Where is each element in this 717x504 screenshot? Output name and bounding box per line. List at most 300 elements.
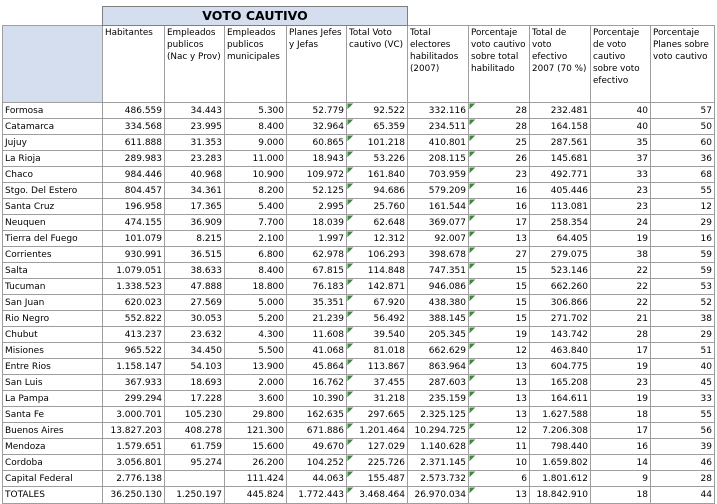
data-cell: 64.405 bbox=[530, 231, 591, 247]
data-cell: 196.958 bbox=[103, 199, 165, 215]
data-cell: 23 bbox=[591, 183, 651, 199]
data-cell: 46 bbox=[651, 455, 715, 471]
data-cell: 19 bbox=[591, 359, 651, 375]
data-cell: 38.633 bbox=[165, 263, 225, 279]
data-cell: 1.140.628 bbox=[408, 439, 469, 455]
data-cell: 105.230 bbox=[165, 407, 225, 423]
data-cell: 492.771 bbox=[530, 167, 591, 183]
data-cell: 36.909 bbox=[165, 215, 225, 231]
data-cell: 1.158.147 bbox=[103, 359, 165, 375]
data-cell: 965.522 bbox=[103, 343, 165, 359]
data-cell: 438.380 bbox=[408, 295, 469, 311]
data-cell: 208.115 bbox=[408, 151, 469, 167]
data-cell: 6 bbox=[469, 471, 530, 487]
data-cell: 49.670 bbox=[287, 439, 347, 455]
province-name: Tierra del Fuego bbox=[3, 231, 103, 247]
data-cell: 604.775 bbox=[530, 359, 591, 375]
data-cell: 398.678 bbox=[408, 247, 469, 263]
data-cell: 804.457 bbox=[103, 183, 165, 199]
data-cell: 7.206.308 bbox=[530, 423, 591, 439]
data-cell: 92.007 bbox=[408, 231, 469, 247]
table-row bbox=[3, 119, 715, 135]
data-cell: 57 bbox=[651, 103, 715, 119]
table-row bbox=[3, 407, 715, 423]
title-spacer bbox=[408, 7, 469, 26]
data-cell: 1.659.802 bbox=[530, 455, 591, 471]
data-cell: 1.579.651 bbox=[103, 439, 165, 455]
data-cell: 671.886 bbox=[287, 423, 347, 439]
data-cell: 12.312 bbox=[347, 231, 408, 247]
data-cell: 34.450 bbox=[165, 343, 225, 359]
data-cell: 164.611 bbox=[530, 391, 591, 407]
table-row bbox=[3, 391, 715, 407]
data-cell: 662.629 bbox=[408, 343, 469, 359]
data-cell: 306.866 bbox=[530, 295, 591, 311]
column-header: Total electores habilitados (2007) bbox=[408, 26, 469, 103]
province-name: Stgo. Del Estero bbox=[3, 183, 103, 199]
data-cell: 13.900 bbox=[225, 359, 287, 375]
data-cell: 611.888 bbox=[103, 135, 165, 151]
data-cell: 95.274 bbox=[165, 455, 225, 471]
data-cell: 367.933 bbox=[103, 375, 165, 391]
table-row bbox=[3, 231, 715, 247]
data-cell: 205.345 bbox=[408, 327, 469, 343]
data-cell: 3.000.701 bbox=[103, 407, 165, 423]
data-cell: 388.145 bbox=[408, 311, 469, 327]
data-cell: 747.351 bbox=[408, 263, 469, 279]
data-cell: 4.300 bbox=[225, 327, 287, 343]
column-header: Total de voto efectivo 2007 (70 %) bbox=[530, 26, 591, 103]
totals-row bbox=[3, 487, 715, 504]
column-header: Empleados publicos (Nac y Prov) bbox=[165, 26, 225, 103]
data-cell: 10.900 bbox=[225, 167, 287, 183]
table-row bbox=[3, 439, 715, 455]
province-name: La Pampa bbox=[3, 391, 103, 407]
data-cell: 16 bbox=[469, 183, 530, 199]
totals-cell: 3.468.464 bbox=[347, 487, 408, 504]
province-name: San Luis bbox=[3, 375, 103, 391]
province-name: Mendoza bbox=[3, 439, 103, 455]
data-cell: 23.632 bbox=[165, 327, 225, 343]
data-cell: 17 bbox=[469, 215, 530, 231]
table-row bbox=[3, 199, 715, 215]
data-cell: 10.390 bbox=[287, 391, 347, 407]
column-header: Total Voto cautivo (VC) bbox=[347, 26, 408, 103]
data-cell: 34.443 bbox=[165, 103, 225, 119]
data-cell: 52.125 bbox=[287, 183, 347, 199]
data-cell: 2.000 bbox=[225, 375, 287, 391]
column-header: Porcentaje Planes sobre voto cautivo bbox=[651, 26, 715, 103]
title-spacer bbox=[530, 7, 591, 26]
data-cell: 121.300 bbox=[225, 423, 287, 439]
province-name: Misiones bbox=[3, 343, 103, 359]
data-cell: 13.827.203 bbox=[103, 423, 165, 439]
data-cell: 27 bbox=[469, 247, 530, 263]
province-name: Cordoba bbox=[3, 455, 103, 471]
data-cell: 289.983 bbox=[103, 151, 165, 167]
province-name: Santa Cruz bbox=[3, 199, 103, 215]
province-name: Tucuman bbox=[3, 279, 103, 295]
table-row bbox=[3, 103, 715, 119]
table-row bbox=[3, 279, 715, 295]
header-corner bbox=[3, 26, 103, 103]
data-cell: 17.365 bbox=[165, 199, 225, 215]
data-cell: 104.252 bbox=[287, 455, 347, 471]
data-cell: 44.063 bbox=[287, 471, 347, 487]
data-cell: 258.354 bbox=[530, 215, 591, 231]
data-cell: 19 bbox=[469, 327, 530, 343]
data-cell: 10.294.725 bbox=[408, 423, 469, 439]
data-cell: 161.840 bbox=[347, 167, 408, 183]
province-name: Chubut bbox=[3, 327, 103, 343]
data-cell: 474.155 bbox=[103, 215, 165, 231]
province-name: Formosa bbox=[3, 103, 103, 119]
table-row bbox=[3, 327, 715, 343]
data-cell: 165.208 bbox=[530, 375, 591, 391]
totals-cell: 1.772.443 bbox=[287, 487, 347, 504]
data-cell: 5.200 bbox=[225, 311, 287, 327]
data-cell: 13 bbox=[469, 375, 530, 391]
data-cell: 16 bbox=[651, 231, 715, 247]
data-cell: 109.972 bbox=[287, 167, 347, 183]
title-spacer bbox=[469, 7, 530, 26]
data-cell: 40 bbox=[651, 359, 715, 375]
totals-cell: 36.250.130 bbox=[103, 487, 165, 504]
data-cell: 13 bbox=[469, 231, 530, 247]
data-cell: 21.239 bbox=[287, 311, 347, 327]
data-cell: 5.300 bbox=[225, 103, 287, 119]
table-row bbox=[3, 263, 715, 279]
data-cell: 22 bbox=[591, 263, 651, 279]
data-cell: 18.693 bbox=[165, 375, 225, 391]
table-row bbox=[3, 375, 715, 391]
province-name: Capital Federal bbox=[3, 471, 103, 487]
data-cell: 1.201.464 bbox=[347, 423, 408, 439]
data-cell: 23 bbox=[591, 199, 651, 215]
data-cell: 28 bbox=[469, 103, 530, 119]
data-cell: 39.540 bbox=[347, 327, 408, 343]
province-name: Jujuy bbox=[3, 135, 103, 151]
column-header: Empleados publicos municipales bbox=[225, 26, 287, 103]
data-cell: 11.608 bbox=[287, 327, 347, 343]
data-cell: 2.573.732 bbox=[408, 471, 469, 487]
province-name: La Rioja bbox=[3, 151, 103, 167]
table-row bbox=[3, 247, 715, 263]
data-cell: 413.237 bbox=[103, 327, 165, 343]
data-cell: 52.779 bbox=[287, 103, 347, 119]
data-cell: 127.029 bbox=[347, 439, 408, 455]
table-row bbox=[3, 455, 715, 471]
data-cell: 3.600 bbox=[225, 391, 287, 407]
title-spacer bbox=[3, 7, 103, 26]
data-cell: 410.801 bbox=[408, 135, 469, 151]
data-cell: 26 bbox=[469, 151, 530, 167]
province-name: Santa Fe bbox=[3, 407, 103, 423]
data-cell: 486.559 bbox=[103, 103, 165, 119]
table-row bbox=[3, 423, 715, 439]
data-cell: 234.511 bbox=[408, 119, 469, 135]
data-cell: 52 bbox=[651, 295, 715, 311]
data-cell: 235.159 bbox=[408, 391, 469, 407]
data-cell: 35 bbox=[591, 135, 651, 151]
data-cell: 279.075 bbox=[530, 247, 591, 263]
data-cell: 28 bbox=[591, 327, 651, 343]
data-cell: 16 bbox=[591, 439, 651, 455]
data-cell: 2.371.145 bbox=[408, 455, 469, 471]
totals-cell: 44 bbox=[651, 487, 715, 504]
data-cell: 9 bbox=[591, 471, 651, 487]
data-cell: 101.218 bbox=[347, 135, 408, 151]
data-cell: 13 bbox=[469, 407, 530, 423]
table-row bbox=[3, 295, 715, 311]
data-cell: 984.446 bbox=[103, 167, 165, 183]
data-cell: 113.867 bbox=[347, 359, 408, 375]
data-cell: 111.424 bbox=[225, 471, 287, 487]
data-cell: 11 bbox=[469, 439, 530, 455]
data-cell: 2.100 bbox=[225, 231, 287, 247]
data-cell: 3.056.801 bbox=[103, 455, 165, 471]
data-cell: 225.726 bbox=[347, 455, 408, 471]
data-cell: 67.815 bbox=[287, 263, 347, 279]
data-cell: 8.200 bbox=[225, 183, 287, 199]
data-cell: 1.997 bbox=[287, 231, 347, 247]
data-cell: 523.146 bbox=[530, 263, 591, 279]
data-cell: 27.569 bbox=[165, 295, 225, 311]
data-cell: 18.039 bbox=[287, 215, 347, 231]
data-cell: 29 bbox=[651, 327, 715, 343]
data-cell: 67.920 bbox=[347, 295, 408, 311]
data-cell: 31.218 bbox=[347, 391, 408, 407]
data-cell: 19 bbox=[591, 391, 651, 407]
data-cell: 25 bbox=[469, 135, 530, 151]
data-cell: 15.600 bbox=[225, 439, 287, 455]
data-cell: 45.864 bbox=[287, 359, 347, 375]
data-cell: 12 bbox=[651, 199, 715, 215]
data-cell: 41.068 bbox=[287, 343, 347, 359]
data-cell: 32.964 bbox=[287, 119, 347, 135]
table-row bbox=[3, 311, 715, 327]
data-cell: 55 bbox=[651, 407, 715, 423]
data-cell: 51 bbox=[651, 343, 715, 359]
data-cell: 19 bbox=[591, 231, 651, 247]
data-cell: 40.968 bbox=[165, 167, 225, 183]
data-cell: 33 bbox=[591, 167, 651, 183]
table-row bbox=[3, 471, 715, 487]
data-cell: 1.801.612 bbox=[530, 471, 591, 487]
table-row bbox=[3, 183, 715, 199]
header-row bbox=[3, 26, 715, 103]
data-cell: 62.978 bbox=[287, 247, 347, 263]
data-cell: 33 bbox=[651, 391, 715, 407]
data-cell: 369.077 bbox=[408, 215, 469, 231]
province-name: Chaco bbox=[3, 167, 103, 183]
data-cell: 8.400 bbox=[225, 263, 287, 279]
data-cell: 143.742 bbox=[530, 327, 591, 343]
data-cell: 101.079 bbox=[103, 231, 165, 247]
data-cell: 8.400 bbox=[225, 119, 287, 135]
data-cell: 18.800 bbox=[225, 279, 287, 295]
province-name: Neuquen bbox=[3, 215, 103, 231]
data-cell: 18 bbox=[591, 407, 651, 423]
title-spacer bbox=[651, 7, 715, 26]
column-header: Porcentaje voto cautivo sobre total habilitado bbox=[469, 26, 530, 103]
table-row bbox=[3, 343, 715, 359]
totals-cell: 445.824 bbox=[225, 487, 287, 504]
data-cell: 17 bbox=[591, 423, 651, 439]
data-cell: 5.000 bbox=[225, 295, 287, 311]
table-row bbox=[3, 151, 715, 167]
totals-label: TOTALES bbox=[3, 487, 103, 504]
data-cell: 23.283 bbox=[165, 151, 225, 167]
totals-cell: 13 bbox=[469, 487, 530, 504]
data-cell: 2.776.138 bbox=[103, 471, 165, 487]
data-cell: 59 bbox=[651, 247, 715, 263]
data-cell: 18.943 bbox=[287, 151, 347, 167]
data-cell: 271.702 bbox=[530, 311, 591, 327]
column-header: Habitantes bbox=[103, 26, 165, 103]
data-cell: 26.200 bbox=[225, 455, 287, 471]
data-cell: 114.848 bbox=[347, 263, 408, 279]
data-cell: 946.086 bbox=[408, 279, 469, 295]
data-cell: 12 bbox=[469, 423, 530, 439]
table-title: VOTO CAUTIVO bbox=[103, 7, 408, 26]
table-row bbox=[3, 135, 715, 151]
data-cell: 5.400 bbox=[225, 199, 287, 215]
data-cell: 8.215 bbox=[165, 231, 225, 247]
data-cell: 56.492 bbox=[347, 311, 408, 327]
data-cell: 47.888 bbox=[165, 279, 225, 295]
data-cell: 53 bbox=[651, 279, 715, 295]
data-cell: 28 bbox=[651, 471, 715, 487]
data-cell: 92.522 bbox=[347, 103, 408, 119]
data-cell: 30.053 bbox=[165, 311, 225, 327]
data-cell bbox=[165, 471, 225, 487]
province-name: Salta bbox=[3, 263, 103, 279]
data-cell: 1.338.523 bbox=[103, 279, 165, 295]
data-cell: 332.116 bbox=[408, 103, 469, 119]
data-cell: 463.840 bbox=[530, 343, 591, 359]
data-cell: 60.865 bbox=[287, 135, 347, 151]
data-cell: 232.481 bbox=[530, 103, 591, 119]
totals-cell: 18.842.910 bbox=[530, 487, 591, 504]
data-cell: 22 bbox=[591, 279, 651, 295]
title-spacer bbox=[591, 7, 651, 26]
data-cell: 17 bbox=[591, 343, 651, 359]
data-cell: 164.158 bbox=[530, 119, 591, 135]
data-cell: 29 bbox=[651, 215, 715, 231]
table-row bbox=[3, 167, 715, 183]
voto-cautivo-table bbox=[2, 6, 715, 504]
data-cell: 25.760 bbox=[347, 199, 408, 215]
data-cell: 53.226 bbox=[347, 151, 408, 167]
data-cell: 35.351 bbox=[287, 295, 347, 311]
totals-cell: 18 bbox=[591, 487, 651, 504]
totals-cell: 1.250.197 bbox=[165, 487, 225, 504]
data-cell: 13 bbox=[469, 391, 530, 407]
data-cell: 11.000 bbox=[225, 151, 287, 167]
data-cell: 1.079.051 bbox=[103, 263, 165, 279]
data-cell: 68 bbox=[651, 167, 715, 183]
province-name: Buenos Aires bbox=[3, 423, 103, 439]
data-cell: 15 bbox=[469, 279, 530, 295]
data-cell: 408.278 bbox=[165, 423, 225, 439]
data-cell: 34.361 bbox=[165, 183, 225, 199]
data-cell: 56 bbox=[651, 423, 715, 439]
data-cell: 297.665 bbox=[347, 407, 408, 423]
data-cell: 36 bbox=[651, 151, 715, 167]
data-cell: 60 bbox=[651, 135, 715, 151]
province-name: Catamarca bbox=[3, 119, 103, 135]
data-cell: 405.446 bbox=[530, 183, 591, 199]
data-cell: 6.800 bbox=[225, 247, 287, 263]
table-row bbox=[3, 215, 715, 231]
data-cell: 22 bbox=[591, 295, 651, 311]
data-cell: 55 bbox=[651, 183, 715, 199]
data-cell: 2.995 bbox=[287, 199, 347, 215]
data-cell: 930.991 bbox=[103, 247, 165, 263]
data-cell: 162.635 bbox=[287, 407, 347, 423]
data-cell: 703.959 bbox=[408, 167, 469, 183]
data-cell: 334.568 bbox=[103, 119, 165, 135]
data-cell: 12 bbox=[469, 343, 530, 359]
data-cell: 15 bbox=[469, 311, 530, 327]
totals-cell: 26.970.034 bbox=[408, 487, 469, 504]
data-cell: 29.800 bbox=[225, 407, 287, 423]
data-cell: 40 bbox=[591, 103, 651, 119]
data-cell: 94.686 bbox=[347, 183, 408, 199]
data-cell: 142.871 bbox=[347, 279, 408, 295]
data-cell: 2.325.125 bbox=[408, 407, 469, 423]
data-cell: 54.103 bbox=[165, 359, 225, 375]
data-cell: 24 bbox=[591, 215, 651, 231]
province-name: Entre Rios bbox=[3, 359, 103, 375]
data-cell: 113.081 bbox=[530, 199, 591, 215]
data-cell: 45 bbox=[651, 375, 715, 391]
data-cell: 23.995 bbox=[165, 119, 225, 135]
title-row bbox=[3, 7, 715, 26]
data-cell: 31.353 bbox=[165, 135, 225, 151]
data-cell: 16 bbox=[469, 199, 530, 215]
data-cell: 579.209 bbox=[408, 183, 469, 199]
data-cell: 38 bbox=[651, 311, 715, 327]
data-cell: 39 bbox=[651, 439, 715, 455]
province-name: San Juan bbox=[3, 295, 103, 311]
data-cell: 65.359 bbox=[347, 119, 408, 135]
data-cell: 21 bbox=[591, 311, 651, 327]
province-name: Rio Negro bbox=[3, 311, 103, 327]
data-cell: 50 bbox=[651, 119, 715, 135]
data-cell: 145.681 bbox=[530, 151, 591, 167]
province-name: Corrientes bbox=[3, 247, 103, 263]
data-cell: 23 bbox=[591, 375, 651, 391]
data-cell: 61.759 bbox=[165, 439, 225, 455]
table-row bbox=[3, 359, 715, 375]
data-cell: 287.561 bbox=[530, 135, 591, 151]
data-cell: 28 bbox=[469, 119, 530, 135]
data-cell: 9.000 bbox=[225, 135, 287, 151]
data-cell: 14 bbox=[591, 455, 651, 471]
data-cell: 863.964 bbox=[408, 359, 469, 375]
data-cell: 23 bbox=[469, 167, 530, 183]
data-cell: 1.627.588 bbox=[530, 407, 591, 423]
data-cell: 798.440 bbox=[530, 439, 591, 455]
data-cell: 76.183 bbox=[287, 279, 347, 295]
data-cell: 37.455 bbox=[347, 375, 408, 391]
data-cell: 17.228 bbox=[165, 391, 225, 407]
data-cell: 106.293 bbox=[347, 247, 408, 263]
data-cell: 15 bbox=[469, 295, 530, 311]
data-cell: 5.500 bbox=[225, 343, 287, 359]
